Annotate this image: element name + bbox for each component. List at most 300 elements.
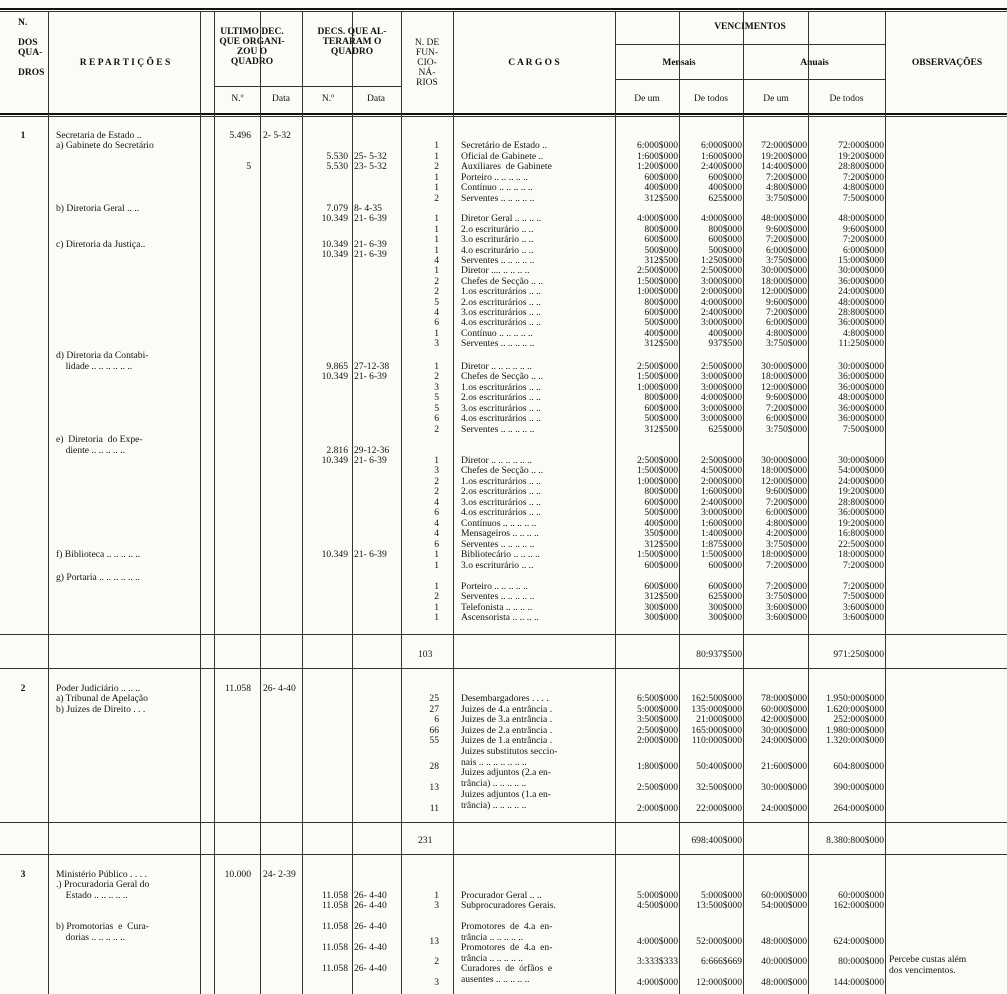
vencimento-anual-um: 7:200$000 [765, 172, 807, 183]
header-de-todos-mensal: De todos [693, 94, 729, 104]
cargo-name: Chefes de Secção .. .. [461, 276, 544, 287]
dec-alteracao-number: 10.349 [321, 549, 348, 560]
funcionarios-count: 4 [434, 307, 439, 318]
dec-alteracao-number: 5.530 [326, 151, 348, 162]
vencimento-mensal-um: 1:000$000 [636, 382, 678, 393]
vencimento-anual-um: 78:000$000 [761, 693, 807, 704]
header-cargos: C A R G O S [508, 58, 560, 68]
funcionarios-count: 5 [434, 403, 439, 414]
vencimento-mensal-um: 800$000 [644, 486, 678, 497]
funcionarios-count: 2 [434, 193, 439, 204]
vencimento-anual-um: 42:000$000 [761, 714, 807, 725]
vencimento-anual-todos: 7:200$000 [842, 560, 884, 571]
dec-alteracao-number: 10.349 [321, 371, 348, 382]
vencimento-mensal-um: 2:500$000 [636, 725, 678, 736]
vencimento-anual-um: 7:200$000 [765, 560, 807, 571]
vencimento-mensal-todos: 3:000$000 [700, 413, 742, 424]
vencimento-anual-todos: 3:600$000 [842, 612, 884, 623]
funcionarios-count: 1 [434, 182, 439, 193]
funcionarios-count: 3 [434, 382, 439, 393]
vencimento-mensal-um: 2:000$000 [636, 735, 678, 746]
funcionarios-count: 1 [434, 581, 439, 592]
vencimento-mensal-todos: 22:000$000 [696, 803, 742, 814]
vencimento-mensal-um: 500$000 [644, 413, 678, 424]
vencimento-anual-um: 4:800$000 [765, 182, 807, 193]
vencimento-mensal-um: 2:500$000 [636, 361, 678, 372]
cargo-name: Serventes .. .. .. .. .. [461, 539, 535, 550]
cargo-name: Telefonista .. .. .. .. [461, 602, 533, 613]
cargo-name: Juizes adjuntos (2.a en- trância) .. .. .. .. .. [461, 767, 552, 789]
vencimento-mensal-todos: 135:000$000 [691, 704, 742, 715]
vencimento-mensal-todos: 4:000$000 [700, 392, 742, 403]
total-mensal: 80:937$500 [696, 649, 742, 660]
dec-alteracao-number: 11.058 [321, 900, 348, 911]
funcionarios-count: 1 [434, 213, 439, 224]
vencimento-anual-um: 30:000$000 [761, 265, 807, 276]
vencimento-anual-um: 3:750$000 [765, 591, 807, 602]
vencimento-anual-todos: 390:000$000 [833, 782, 884, 793]
vencimento-anual-um: 60:000$000 [761, 704, 807, 715]
cargo-name: Diretor Geral .. .. .. .. [461, 213, 542, 224]
vencimento-mensal-todos: 4:500$000 [700, 465, 742, 476]
vencimento-mensal-um: 1:800$000 [636, 761, 678, 772]
vencimento-mensal-todos: 2:000$000 [700, 286, 742, 297]
vencimento-mensal-um: 800$000 [644, 297, 678, 308]
vencimento-anual-um: 6:000$000 [765, 245, 807, 256]
dec-alteracao-date: 26- 4-40 [354, 942, 387, 953]
funcionarios-count: 5 [434, 297, 439, 308]
dec-alteracao-date: 26- 4-40 [354, 890, 387, 901]
cargo-name: Serventes .. .. .. .. .. [461, 338, 535, 349]
quadro-number: 2 [20, 683, 26, 694]
total-mensal: 698:400$000 [691, 835, 742, 846]
vencimento-anual-um: 18:000$000 [761, 276, 807, 287]
vencimento-mensal-todos: 3:000$000 [700, 276, 742, 287]
vencimento-mensal-um: 300$000 [644, 612, 678, 623]
vencimento-anual-todos: 624:000$000 [833, 936, 884, 947]
funcionarios-count: 2 [434, 371, 439, 382]
cargo-name: Mensageiros .. .. .. .. [461, 528, 539, 539]
vencimento-anual-todos: 24:000$000 [838, 286, 884, 297]
vencimento-anual-todos: 144:000$000 [833, 977, 884, 988]
vencimento-anual-um: 12:000$000 [761, 382, 807, 393]
funcionarios-count: 2 [434, 476, 439, 487]
vencimento-mensal-todos: 110:000$000 [691, 735, 742, 746]
reparticao-name: d) Diretoria da Contabi- lidade .. .. .. .. .. .. [56, 350, 149, 372]
dec-alteracao-date: 23- 5-32 [354, 161, 387, 172]
funcionarios-count: 1 [434, 265, 439, 276]
vencimento-anual-todos: 28:800$000 [838, 161, 884, 172]
vencimento-anual-um: 7:200$000 [765, 234, 807, 245]
total-anual: 971:250$000 [833, 649, 884, 660]
funcionarios-count: 1 [434, 549, 439, 560]
vencimento-mensal-todos: 3:000$000 [700, 507, 742, 518]
cargo-name: 1.os escriturários .. .. [461, 286, 541, 297]
funcionarios-count: 1 [434, 224, 439, 235]
dec-alteracao-date: 29-12-36 [354, 445, 390, 456]
vencimento-mensal-um: 312$500 [644, 255, 678, 266]
vencimento-mensal-todos: 625$000 [708, 424, 742, 435]
vencimento-mensal-um: 4:500$000 [636, 900, 678, 911]
dec-alteracao-date: 27-12-38 [354, 361, 390, 372]
funcionarios-count: 6 [434, 714, 439, 725]
dec-alteracao-number: 10.349 [321, 249, 348, 260]
vencimento-mensal-todos: 2:400$000 [700, 497, 742, 508]
funcionarios-count: 27 [429, 704, 439, 715]
vencimento-mensal-todos: 2:400$000 [700, 307, 742, 318]
funcionarios-count: 4 [434, 497, 439, 508]
cargo-name: 4.os escriturários .. .. [461, 507, 541, 518]
vencimento-anual-todos: 36:000$000 [838, 276, 884, 287]
vencimento-anual-todos: 252:000$000 [833, 714, 884, 725]
vencimento-anual-todos: 30:000$000 [838, 455, 884, 466]
dec-alteracao-date: 21- 6-39 [354, 239, 387, 250]
vencimento-anual-um: 72:000$000 [761, 140, 807, 151]
vencimento-mensal-um: 600$000 [644, 403, 678, 414]
vencimento-mensal-todos: 12:000$000 [696, 977, 742, 988]
vencimento-anual-um: 9:600$000 [765, 486, 807, 497]
column-rule [885, 12, 886, 994]
vencimento-anual-todos: 28:800$000 [838, 307, 884, 318]
reparticao-name: g) Portaria .. .. .. .. .. .. [56, 572, 140, 583]
vencimento-mensal-todos: 1:600$000 [700, 486, 742, 497]
dec-alteracao-number: 11.058 [321, 942, 348, 953]
funcionarios-count: 4 [434, 528, 439, 539]
dec-alteracao-date: 26- 4-40 [354, 963, 387, 974]
dec-alteracao-date: 21- 6-39 [354, 549, 387, 560]
vencimento-anual-um: 3:750$000 [765, 255, 807, 266]
top-rule [0, 8, 1007, 10]
reparticao-name: b) Promotorias e Cura- dorias .. .. .. .. .. [56, 921, 149, 943]
vencimento-anual-um: 18:000$000 [761, 371, 807, 382]
vencimento-mensal-todos: 3:000$000 [700, 403, 742, 414]
funcionarios-count: 1 [434, 361, 439, 372]
header-observacoes: OBSERVAÇÕES [911, 58, 983, 68]
vencimento-mensal-um: 600$000 [644, 172, 678, 183]
vencimento-anual-um: 3:750$000 [765, 424, 807, 435]
vencimento-anual-todos: 604:800$000 [833, 761, 884, 772]
vencimento-mensal-todos: 3:000$000 [700, 317, 742, 328]
vencimento-anual-um: 14:400$000 [761, 161, 807, 172]
cargo-name: Contínuos .. .. .. .. .. [461, 518, 537, 529]
total-funcionarios: 103 [418, 649, 433, 660]
vencimento-anual-um: 21:600$000 [761, 761, 807, 772]
cargo-name: Contínuo .. .. .. .. .. [461, 328, 533, 339]
funcionarios-count: 28 [429, 761, 439, 772]
cargo-name: Chefes de Secção .. .. [461, 465, 544, 476]
reparticao-name: c) Diretoria da Justiça.. [56, 239, 146, 250]
vencimento-anual-todos: 36:000$000 [838, 382, 884, 393]
funcionarios-count: 2 [434, 276, 439, 287]
cargo-name: Juizes de 3.a entrância . [461, 714, 553, 725]
cargo-name: Secretário de Estado .. [461, 140, 548, 151]
vencimento-mensal-todos: 13:500$000 [696, 900, 742, 911]
vencimento-mensal-um: 2:500$000 [636, 265, 678, 276]
header-no-2: N.º [321, 94, 335, 104]
vencimento-anual-um: 19:200$000 [761, 151, 807, 162]
vencimento-anual-todos: 36:000$000 [838, 507, 884, 518]
reparticao-name: b) Diretoria Geral .. .. [56, 203, 140, 214]
vencimento-mensal-todos: 1:400$000 [700, 528, 742, 539]
vencimento-mensal-um: 2:000$000 [636, 803, 678, 814]
vencimento-anual-um: 48:000$000 [761, 936, 807, 947]
dec-alteracao-number: 2.816 [326, 445, 348, 456]
subvenc-rule [615, 79, 885, 80]
vencimento-mensal-todos: 2:000$000 [700, 476, 742, 487]
vencimento-mensal-todos: 400$000 [708, 328, 742, 339]
vencimento-anual-um: 3:600$000 [765, 612, 807, 623]
funcionarios-count: 2 [434, 956, 439, 967]
header-bottom-rule [0, 113, 1007, 115]
cargo-name: 2.os escriturários .. .. [461, 297, 541, 308]
dec-alteracao-number: 10.349 [321, 239, 348, 250]
vencimento-anual-todos: 264:000$000 [833, 803, 884, 814]
cargo-name: 2.os escriturários .. .. [461, 486, 541, 497]
vencimento-anual-um: 24:000$000 [761, 803, 807, 814]
vencimento-anual-todos: 7:500$000 [842, 591, 884, 602]
ultimo-dec-number: 10.000 [224, 869, 251, 880]
vencimento-anual-um: 30:000$000 [761, 725, 807, 736]
vencimento-anual-um: 9:600$000 [765, 392, 807, 403]
funcionarios-count: 1 [434, 602, 439, 613]
column-rule [48, 12, 49, 994]
dec-alteracao-number: 10.349 [321, 213, 348, 224]
total-anual: 8.380:800$000 [826, 835, 884, 846]
section1-end [0, 668, 1007, 669]
column-rule [352, 12, 353, 994]
vencimento-mensal-todos: 300$000 [708, 602, 742, 613]
vencimento-mensal-um: 3:500$000 [636, 714, 678, 725]
vencimento-mensal-todos: 6:000$000 [700, 140, 742, 151]
cargo-name: 4.o escriturário .. .. [461, 245, 534, 256]
reparticao-name: a) Tribunal de Apelação [56, 693, 148, 704]
vencimento-anual-um: 54:000$000 [761, 900, 807, 911]
vencimento-mensal-todos: 3:000$000 [700, 371, 742, 382]
dec-alteracao-date: 25- 5-32 [354, 151, 387, 162]
vencimento-anual-um: 3:750$000 [765, 193, 807, 204]
vencimento-anual-todos: 7:500$000 [842, 193, 884, 204]
reparticao-name: f) Biblioteca .. .. .. .. .. [56, 549, 141, 560]
header-ultimo-dec: ULTIMO DEC. QUE ORGANI- ZOU O QUADRO [219, 27, 285, 67]
header-mensais: Mensais [662, 58, 696, 68]
header-reparticoes: R E P A R T I Ç Õ E S [79, 58, 171, 68]
cargo-name: 4.os escriturários .. .. [461, 317, 541, 328]
cargo-name: Desembargadores . . . . [461, 693, 549, 704]
vencimento-mensal-todos: 32:500$000 [696, 782, 742, 793]
funcionarios-count: 4 [434, 518, 439, 529]
vencimento-anual-todos: 22:500$000 [838, 539, 884, 550]
dec-alteracao-date: 21- 6-39 [354, 455, 387, 466]
header-n-quadros: N. DOS QUA- DROS [18, 18, 45, 78]
column-rule [200, 12, 201, 994]
vencimento-mensal-um: 500$000 [644, 317, 678, 328]
header-de-todos-anual: De todos [829, 94, 864, 104]
header-data-1: Data [272, 94, 290, 104]
cargo-name: Porteiro .. .. .. .. .. [461, 581, 528, 592]
vencimento-anual-todos: 19:200$000 [838, 518, 884, 529]
dec-alteracao-number: 11.058 [321, 890, 348, 901]
vencimento-mensal-um: 1:600$000 [636, 151, 678, 162]
vencimento-mensal-um: 600$000 [644, 497, 678, 508]
vencimento-mensal-todos: 1:500$000 [700, 549, 742, 560]
vencimento-mensal-um: 1:500$000 [636, 371, 678, 382]
dec-alteracao-number: 5.530 [326, 161, 348, 172]
vencimento-mensal-todos: 400$000 [708, 182, 742, 193]
vencimento-mensal-um: 6:000$000 [636, 140, 678, 151]
dec-alteracao-number: 7.079 [326, 203, 348, 214]
vencimento-mensal-todos: 937$500 [708, 338, 742, 349]
header-decs: DECS. QUE AL- TERARAM O QUADRO [317, 27, 387, 57]
vencimento-mensal-todos: 6:666$669 [700, 956, 742, 967]
funcionarios-count: 2 [434, 424, 439, 435]
funcionarios-count: 2 [434, 591, 439, 602]
funcionarios-count: 13 [429, 936, 439, 947]
vencimento-anual-todos: 9:600$000 [842, 224, 884, 235]
vencimento-mensal-um: 4:000$000 [636, 936, 678, 947]
vencimento-anual-um: 3:600$000 [765, 602, 807, 613]
vencimento-mensal-um: 4:000$000 [636, 977, 678, 988]
vencimento-anual-um: 9:600$000 [765, 224, 807, 235]
dec-alteracao-number: 11.058 [321, 963, 348, 974]
reparticao-name: .) Procuradoria Geral do Estado .. .. .. .. .. [56, 879, 150, 901]
cargo-name: Subprocuradores Gerais. [461, 900, 556, 911]
total-funcionarios: 231 [418, 835, 433, 846]
funcionarios-count: 6 [434, 507, 439, 518]
dec-alteracao-date: 26- 4-40 [354, 921, 387, 932]
vencimento-anual-todos: 48:000$000 [838, 297, 884, 308]
column-rule [260, 12, 261, 994]
cargo-name: Promotores de 4.a en- trância .. .. .. .. .. [461, 921, 553, 943]
vencimento-anual-todos: 36:000$000 [838, 371, 884, 382]
vencimento-mensal-um: 300$000 [644, 602, 678, 613]
funcionarios-count: 6 [434, 539, 439, 550]
funcionarios-count: 6 [434, 317, 439, 328]
funcionarios-count: 3 [434, 977, 439, 988]
vencimento-mensal-um: 800$000 [644, 224, 678, 235]
cargo-name: Serventes .. .. .. .. .. [461, 193, 535, 204]
vencimento-mensal-todos: 600$000 [708, 234, 742, 245]
cargo-name: Serventes .. .. .. .. .. [461, 424, 535, 435]
decs-rule [215, 86, 401, 87]
cargo-name: Juizes de 1.a entrância . [461, 735, 553, 746]
vencimento-anual-um: 3:750$000 [765, 338, 807, 349]
funcionarios-count: 6 [434, 413, 439, 424]
vencimento-mensal-todos: 21:000$000 [696, 714, 742, 725]
funcionarios-count: 4 [434, 255, 439, 266]
funcionarios-count: 1 [434, 560, 439, 571]
cargo-name: Serventes .. .. .. .. .. [461, 255, 535, 266]
vencimento-anual-todos: 15:000$000 [838, 255, 884, 266]
header-anuais: Anuais [800, 58, 829, 68]
dec-alteracao-number: 9.865 [326, 361, 348, 372]
vencimento-mensal-um: 400$000 [644, 182, 678, 193]
cargo-name: Curadores de órfãos e ausentes .. .. .. .. .. [461, 963, 553, 985]
vencimento-anual-todos: 1.980:000$000 [826, 725, 884, 736]
vencimento-mensal-todos: 625$000 [708, 591, 742, 602]
cargo-name: 4.os escriturários .. .. [461, 413, 541, 424]
vencimento-anual-um: 9:600$000 [765, 297, 807, 308]
quadro-number: 1 [20, 130, 26, 141]
cargo-name: Juizes de 2.a entrância . [461, 725, 553, 736]
funcionarios-count: 13 [429, 782, 439, 793]
section2-end [0, 854, 1007, 855]
reparticao-name: b) Juizes de Direito . . . [56, 704, 146, 715]
vencimento-anual-um: 30:000$000 [761, 782, 807, 793]
vencimento-anual-um: 7:200$000 [765, 403, 807, 414]
vencimento-anual-todos: 36:000$000 [838, 317, 884, 328]
vencimento-mensal-todos: 600$000 [708, 581, 742, 592]
cargo-name: Diretor .... .. .. .. .. [461, 265, 530, 276]
vencimento-mensal-um: 5:000$000 [636, 704, 678, 715]
vencimento-mensal-todos: 800$000 [708, 224, 742, 235]
vencimento-anual-um: 6:000$000 [765, 317, 807, 328]
vencimento-anual-todos: 7:200$000 [842, 234, 884, 245]
vencimento-mensal-um: 6:500$000 [636, 693, 678, 704]
vencimento-mensal-um: 350$000 [644, 528, 678, 539]
vencimento-mensal-um: 1:200$000 [636, 161, 678, 172]
vencimento-anual-um: 18:000$000 [761, 465, 807, 476]
header-no-1: N.º [231, 94, 244, 104]
vencimento-mensal-todos: 600$000 [708, 560, 742, 571]
column-rule [453, 12, 454, 994]
funcionarios-count: 1 [434, 455, 439, 466]
vencimento-anual-todos: 18:000$000 [838, 549, 884, 560]
vencimento-anual-todos: 36:000$000 [838, 413, 884, 424]
funcionarios-count: 66 [429, 725, 439, 736]
funcionarios-count: 3 [434, 465, 439, 476]
ultimo-dec-number: 5 [246, 161, 251, 172]
section1-total-top [0, 634, 1007, 635]
vencimento-anual-um: 48:000$000 [761, 213, 807, 224]
vencimento-mensal-um: 312$500 [644, 424, 678, 435]
funcionarios-count: 1 [434, 612, 439, 623]
vencimento-anual-todos: 30:000$000 [838, 361, 884, 372]
vencimento-mensal-todos: 2:500$000 [700, 455, 742, 466]
column-rule [302, 12, 303, 994]
vencimento-mensal-todos: 5:000$000 [700, 890, 742, 901]
vencimento-anual-todos: 36:000$000 [838, 403, 884, 414]
ultimo-dec-date: 24- 2-39 [263, 869, 296, 880]
vencimento-anual-todos: 4:800$000 [842, 328, 884, 339]
vencimento-anual-um: 12:000$000 [761, 286, 807, 297]
vencimento-anual-um: 6:000$000 [765, 413, 807, 424]
cargo-name: Juizes de 4.a entrância . [461, 704, 553, 715]
funcionarios-count: 2 [434, 286, 439, 297]
cargo-name: Juizes substitutos seccio- nais .. .. .. .. .. .. .. [461, 746, 558, 768]
vencimento-anual-um: 7:200$000 [765, 497, 807, 508]
vencimento-anual-um: 60:000$000 [761, 890, 807, 901]
cargo-name: 3.os escriturários .. .. [461, 403, 541, 414]
vencimento-anual-todos: 11:250$000 [838, 338, 884, 349]
vencimento-anual-um: 4:200$000 [765, 528, 807, 539]
header-de-um-mensal: De um [634, 94, 660, 104]
vencimento-anual-um: 4:800$000 [765, 328, 807, 339]
vencimento-anual-todos: 24:000$000 [838, 476, 884, 487]
reparticao-name: Poder Judiciário .. .. .. [56, 683, 141, 694]
vencimento-mensal-um: 600$000 [644, 307, 678, 318]
vencimento-anual-um: 30:000$000 [761, 455, 807, 466]
vencimento-anual-todos: 80:000$000 [838, 956, 884, 967]
vencimento-mensal-todos: 2:500$000 [700, 361, 742, 372]
funcionarios-count: 3 [434, 900, 439, 911]
vencimento-anual-todos: 60:000$000 [838, 890, 884, 901]
dec-alteracao-date: 8- 4-35 [354, 203, 382, 214]
header-bottom-rule-thin [0, 116, 1007, 117]
venc-rule [615, 44, 885, 45]
vencimento-anual-um: 7:200$000 [765, 307, 807, 318]
funcionarios-count: 2 [434, 486, 439, 497]
vencimento-mensal-um: 1:000$000 [636, 286, 678, 297]
